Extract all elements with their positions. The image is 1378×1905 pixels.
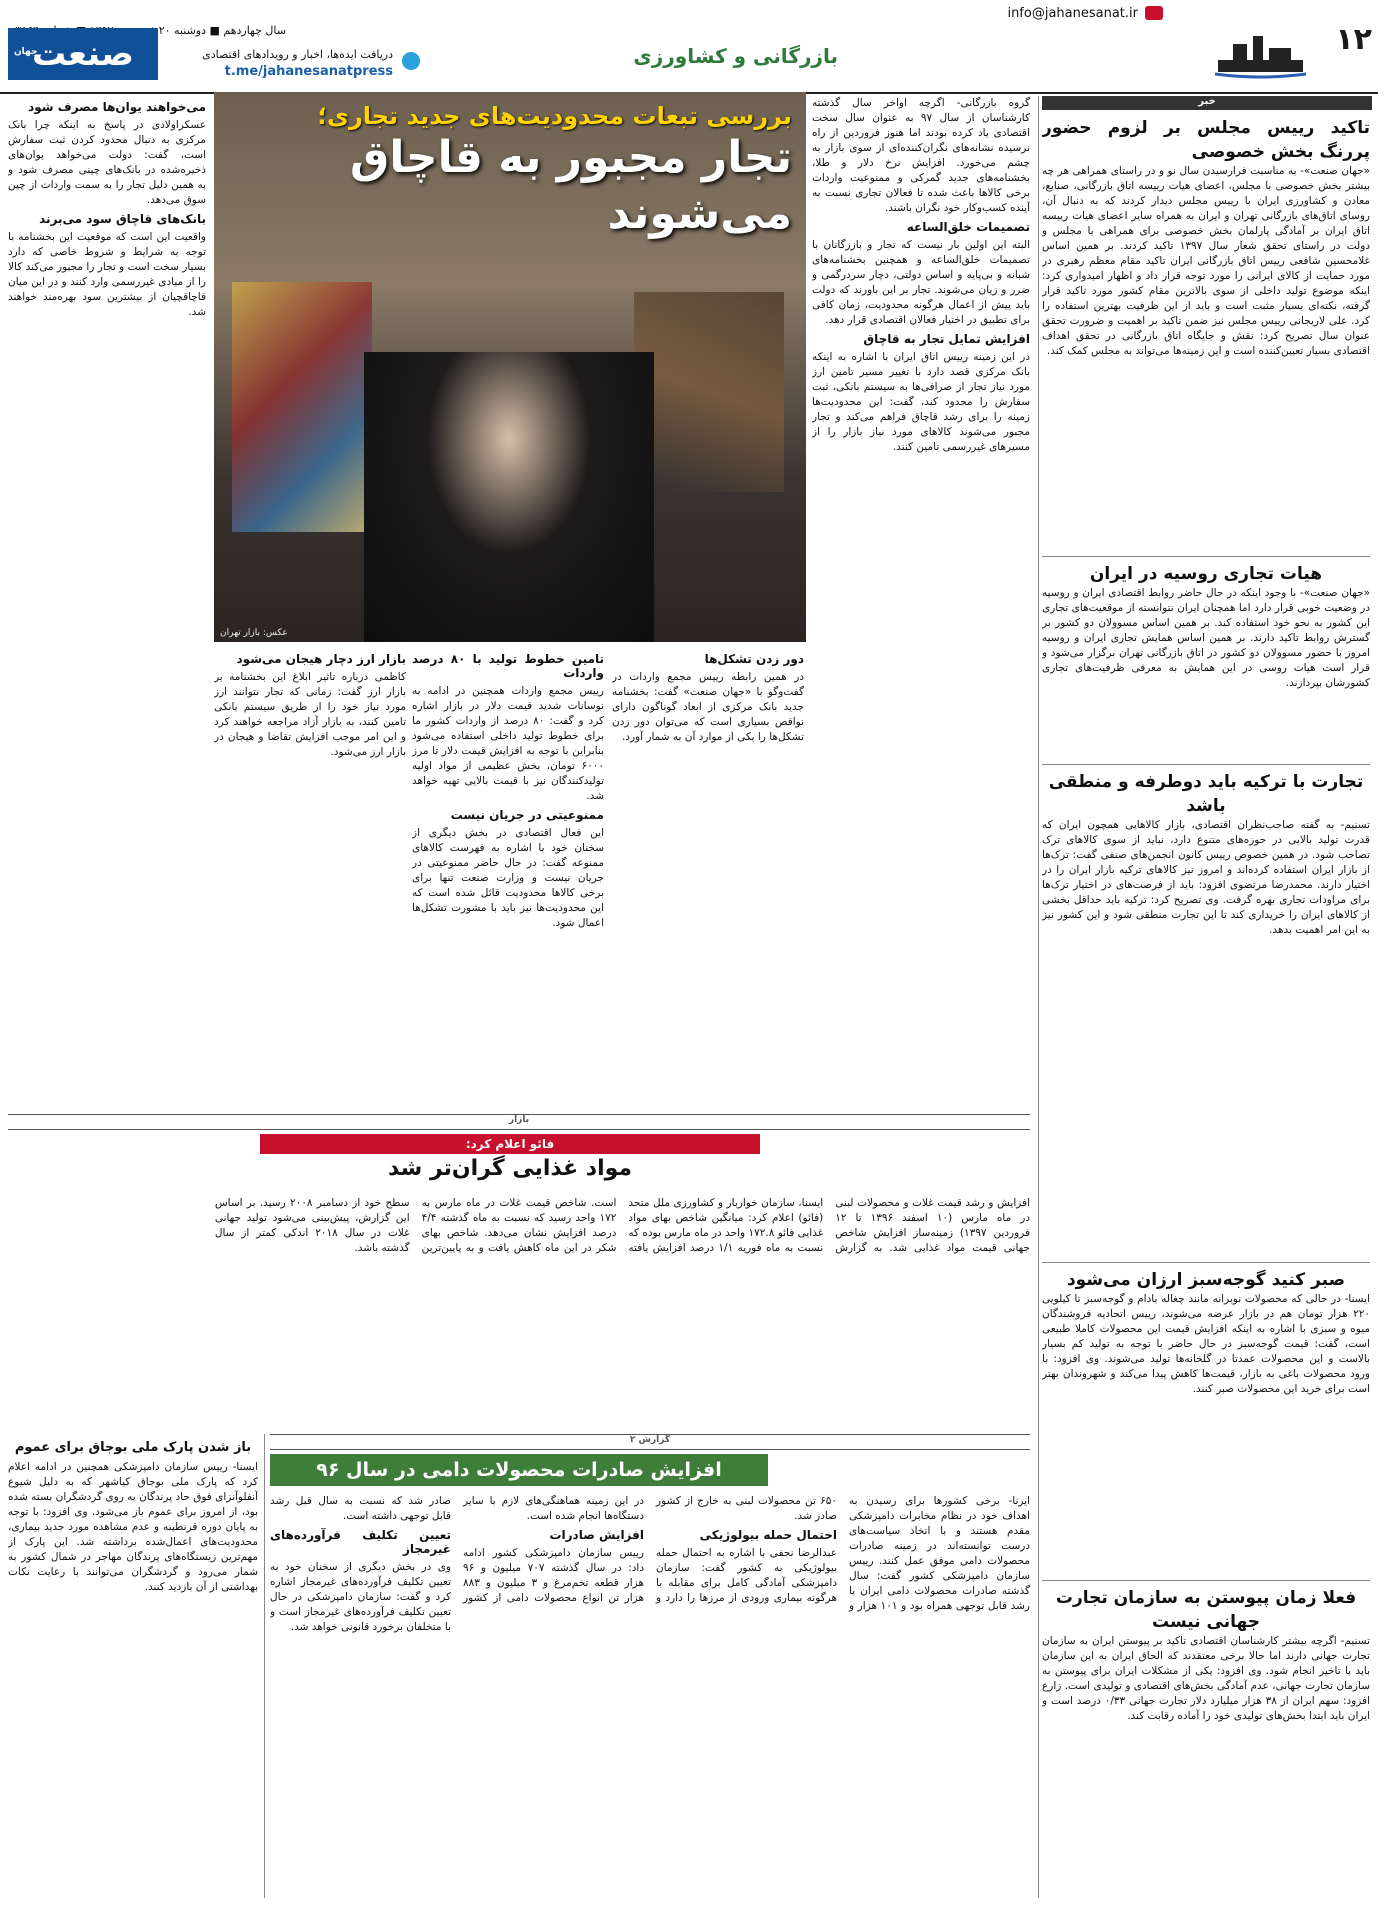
news-4-title: صبر کنید گوجه‌سبز ارزان می‌شود	[1066, 1270, 1346, 1290]
newspaper-logo	[8, 28, 158, 80]
exports-title: افزایش صادرات محصولات دامی در سال ۹۶	[270, 1454, 768, 1486]
news-1-body: «جهان صنعت»- به مناسبت فرارسیدن سال نو و در راستای همراهی هر چه بیشتر بخش خصوصی با مجلس، اعضای هیات رییسه اتاق بازرگانی، صنایع، معادن و کشاورزی ایران با رییس مجلس دیدار کردند که به دنبال آن، روسای اتاق‌های بازرگانی تهران و ایران به همراه سایر اعضای هیات رییسه اتاق ایران بر آمادگی پارلمان بخش خصوصی برای همراهی با مجلس و دولت در راستای تحقق شعار سال ۱۳۹۷ تاکید کردند. بر همین اساس غلامحسین شافعی رییس اتاق بازرگانی ایران تاکید مقام معظم رهبری در مورد حمایت از کالای ایرانی را مورد توجه قرار داد و اظهار امیدواری کرد: اینکه موضوع تولید داخلی از سوی بالاترین مقام کشور مورد تاکید قرار گرفته، نکته‌ای بسیار مثبت است و باید از این ظرفیت بهترین استفاده را کرد. علی لاریجانی رییس مجلس نیز ضمن تاکید بر اهمیت و ضرورت تحقق عنوان سال تصریح کرد: نقش و جایگاه اتاق بازرگانی در تحقق اهداف اقتصادی بسیار تعیین‌کننده است و این زمینه‌ها می‌تواند به مجلس کمک کند.	[1042, 165, 1370, 357]
main-sub-2: افزایش تمایل تجار به قاچاق	[863, 332, 1030, 346]
main-body-3: در همین رابطه رییس مجمع واردات در گفت‌وگو با «جهان صنعت» گفت: بخشنامه جدید بانک مرکزی از ابعاد گوناگون دارای نواقص بسیاری است که می‌توان دور زدن تشکل‌ها را یکی از موارد آن به شمار آورد.	[612, 671, 804, 743]
main-body-7: عسکراولادی در پاسخ به اینکه چرا بانک مرکزی به دنبال محدود کردن ثبت سفارش است، گفت: دولت می‌خواهد یوان‌های ذخیره‌شده در بانک‌های چینی مصرف شود و به همین دلیل تجار را به سمت واردات از چین سوق می‌دهد.	[8, 119, 206, 206]
park-title: باز شدن پارک ملی بوجاق برای عموم	[14, 1440, 252, 1455]
main-intro: گروه بازرگانی- اگرچه اواخر سال گذشته کارشناسان از سال ۹۷ به عنوان سال سخت اقتصادی یاد کرده بودند اما هنوز فروردین از راه نرسیده نشانه‌های نگران‌کننده‌ای از سوی بازار به چشم می‌خورد. افزایش نرخ دلار و طلا، بخشنامه‌های جدید گمرکی و ممنوعیت واردات برخی کالاها باعث شده تا فعالان تجاری نسبت به آینده کسب‌وکار خود نگران باشند.	[812, 97, 1030, 214]
divider	[1042, 1580, 1370, 1581]
main-body-5: این فعال اقتصادی در بخش دیگری از سخنان خود با اشاره به فهرست کالاهای ممنوعه گفت: در حال حاضر ممنوعیتی در جریان نیست و وزارت صنعت تنها برای برخی کالاها محدودیت قائل شده است که این محدودیت‌ها نیز باید با مشورت تشکل‌ها اعمال شود.	[412, 827, 604, 929]
ship-icon	[1213, 30, 1308, 80]
divider	[1042, 764, 1370, 765]
main-sub-1: تصمیمات خلق‌الساعه	[906, 220, 1030, 234]
news-item-3	[1042, 770, 1370, 1260]
section-strip: بازار	[8, 1114, 1030, 1130]
email-link[interactable]: info@jahanesanat.ir	[1007, 6, 1138, 21]
mail-icon	[1145, 6, 1163, 20]
column-divider	[264, 1434, 265, 1898]
food-body	[8, 1196, 1030, 1426]
main-story-col-2	[612, 648, 804, 1106]
telegram-icon	[402, 52, 420, 70]
main-body-6: کاظمی درباره تاثیر ابلاغ این بخشنامه بر بازار ارز گفت: زمانی که تجار نتوانند ارز مورد نیاز خود را از طریق سیستم بانکی تامین کنند، به بازار آزاد مراجعه خواهند کرد و این امر موجب افزایش تقاضا و هیجان در بازار ارز می‌شود.	[214, 671, 406, 758]
bazaar-photo	[214, 92, 806, 642]
news-3-title: تجارت با ترکیه باید دوطرفه و منطقی باشد	[1048, 772, 1364, 816]
main-sub-3: دور زدن تشکل‌ها	[704, 652, 804, 666]
food-body-text: افزایش و رشد قیمت غلات و محصولات لبنی در ماه مارس (۱۰ اسفند ۱۳۹۶ تا ۱۲ فروردین ۱۳۹۷) زمینه‌ساز افزایش شاخص جهانی قیمت مواد غذایی شد. به گزارش ایسنا، سازمان خواربار و کشاورزی ملل متحد (فائو) اعلام کرد: میانگین شاخص بهای مواد غذایی فائو ۱۷۲.۸ واحد در ماه مارس بوده که نسبت به ماه فوریه ۱/۱ درصد افزایش یافته است. شاخص قیمت غلات در ماه مارس به ۱۷۲ واحد رسید که نسبت به ماه گذشته ۴/۴ درصد افزایش نشان می‌دهد. شاخص بهای شکر در این ماه کاهش یافت و به پایین‌ترین سطح خود از دسامبر ۲۰۰۸ رسید. بر اساس این گزارش، پیش‌بینی می‌شود تولید جهانی غلات در سال ۲۰۱۸ اندکی کمتر از سال گذشته باشد.	[214, 1197, 1030, 1254]
main-body-4: رییس مجمع واردات همچنین در ادامه به نوسانات شدید قیمت دلار در بازار اشاره کرد و گفت: ۸۰ درصد از واردات کشور ما برای خطوط تولید داخلی استفاده می‌شود بنابراین با توجه به افزایش قیمت دلار تا مرز ۶۰۰۰ تومان، بخش عظیمی از مواد اولیه تولیدکنندگان نیز با قیمت بالایی تهیه خواهد شد.	[412, 685, 604, 802]
main-story-col-3	[412, 648, 604, 1106]
news-1-title: تاکید رییس مجلس بر لزوم حضور پررنگ بخش خصوصی	[1042, 118, 1370, 162]
column-divider	[1038, 96, 1039, 1898]
exports-sub-1: احتمال حمله بیولوژیکی	[699, 1528, 837, 1542]
main-story-col-5	[8, 96, 206, 1106]
exports-body	[270, 1494, 1030, 1898]
main-story-col-4	[214, 648, 406, 1106]
issue-meta: سال چهاردهم ■ دوشنبه ۲۰	[158, 24, 286, 37]
main-sub-8: بانک‌های قاچاق سود می‌برند	[39, 212, 206, 226]
page-number: ۱۲	[1335, 22, 1372, 57]
park-news	[8, 1436, 258, 1898]
exports-body-text: ایرنا- برخی کشورها برای رسیدن به اهداف خود در نظام مخابرات دامپزشکی مقدم هستند و با اتخاذ سیاست‌های درست توانسته‌اند در زمینه صادرات محصولات دامی موفق عمل کنند. رییس سازمان دامپزشکی کشور گفت: سال گذشته صادرات محصولات دامی ایران با رشد قابل توجهی همراه بود و ۱۰۱ هزار و ۶۵۰ تن محصولات لبنی به خارج از کشور صادر شد.	[656, 1495, 1030, 1612]
news-item-1	[1042, 116, 1370, 556]
main-headline	[214, 102, 792, 242]
news-2-body: «جهان صنعت»- با وجود اینکه در حال حاضر روابط اقتصادی ایران و روسیه در وضعیت خوبی قرار دارد اما همچنان ایران نتوانسته از موقعیت‌های تجاری این کشور به نحو خود استفاده کند. بر همین اساس مسوولان دو کشور بر گسترش روابط تاکید دارند. بر همین اساس همایش تجاری ایران و روسیه امروز با حضور مسوولان دو کشور در اتاق بازرگانی تهران برگزار می‌شود و قرار است هیات روسی در این همایش به معرفی ظرفیت‌های تجاری کشورشان بپردازند.	[1042, 587, 1370, 689]
food-title: مواد غذایی گران‌تر شد	[387, 1156, 633, 1181]
news-item-2	[1042, 562, 1370, 762]
brief-label: خبر	[1042, 96, 1372, 110]
main-title: تجار مجبور به قاچاق می‌شوند	[350, 132, 792, 239]
news-4-body: ایسنا- در حالی که محصولات نوبرانه مانند چغاله بادام و گوجه‌سبز تا کیلویی ۲۲۰ هزار تومان هم در بازار عرضه می‌شوند، رییس اتحادیه فروشندگان میوه و سبزی با اشاره به اینکه افزایش قیمت این محصولات کاملا طبیعی است، گفت: قیمت گوجه‌سبز در حال حاضر با توجه به تولید کم بسیار بالاست و این محصولات عمدتا در گلخانه‌ها تولید می‌شوند. وی افزود: با ورود محصولات باغی به بازار، قیمت‌ها کاهش پیدا می‌کند و شهروندان بهتر است برای خرید این محصولات صبر کنند.	[1042, 1293, 1370, 1395]
news-5-title: فعلا زمان پیوستن به سازمان تجارت جهانی نیست	[1055, 1588, 1357, 1632]
park-body: ایسنا- رییس سازمان دامپزشکی همچنین در ادامه اعلام کرد که پارک ملی بوجاق کیاشهر که به دلیل شیوع آنفلوآنزای فوق حاد پرندگان به روی گردشگران بسته شده بود، از امروز برای عموم باز می‌شود. وی افزود: با توجه به پایان دوره قرنطینه و عدم مشاهده مورد جدید بیماری، محدودیت‌های اعمال‌شده برداشته شد. این پارک از مهم‌ترین زیستگاه‌های پرندگان مهاجر در شمال کشور به شمار می‌رود و گردشگران می‌توانند با رعایت نکات بهداشتی از آن بازدید کنند.	[8, 1461, 258, 1593]
divider	[1042, 1262, 1370, 1263]
main-body-1: البته این اولین بار نیست که تجار و بازرگانان با تصمیمات خلق‌الساعه و همچنین بخشنامه‌های شبانه و بی‌پایه و اساس دولتی، دچار سردرگمی و ضرر و زیان می‌شوند. تجار بر این باورند که دولت باید پیش از اعمال هرگونه محدودیت، زمان کافی برای تطبیق در اختیار فعالان اقتصادی قرار دهد.	[812, 239, 1030, 326]
main-sub-5: ممنوعیتی در جریان نیست	[450, 808, 604, 822]
exports-body-1: عبدالرضا نجفی با اشاره به احتمال حمله بیولوژیکی به کشور گفت: سازمان دامپزشکی آمادگی کامل برای مقابله با هرگونه بیماری ورودی از مرزها را دارد و در این زمینه هماهنگی‌های لازم با سایر دستگاه‌ها انجام شده است.	[463, 1495, 837, 1604]
news-2-title: هیات تجاری روسیه در ایران	[1089, 564, 1323, 584]
main-sub-4: تامین خطوط تولید با ۸۰ درصد واردات	[412, 652, 604, 680]
telegram-link[interactable]: t.me/jahanesanatpress	[224, 64, 393, 79]
section-title: بازرگانی و کشاورزی	[633, 44, 838, 68]
exports-sub-3: تعیین تکلیف فرآورده‌های غیرمجاز	[270, 1528, 451, 1556]
main-body-8: واقعیت این است که موقعیت این بخشنامه با توجه به شرایط و شروط خاصی که دارد بسیار سخت است و تجار را مجبور می‌کند کالا را از مبادی غیررسمی وارد کنند و در این میان قاچاقچیان از بیشترین سود بهره‌مند خواهند شد.	[8, 231, 206, 318]
exports-sub-2: افزایش صادرات	[549, 1528, 644, 1542]
main-story-col-1	[812, 96, 1030, 1106]
news-item-4	[1042, 1268, 1370, 1578]
food-kicker: فائو اعلام کرد:	[260, 1134, 760, 1154]
news-5-body: تسنیم- اگرچه بیشتر کارشناسان اقتصادی تاکید بر پیوستن ایران به سازمان تجارت جهانی دارند اما حالا برخی معتقدند که الحاق ایران به این سازمان باید با تاخیر انجام شود. وی افزود: یکی از مشکلات ایران برای پیوستن به سازمان تجارت جهانی، عدم آمادگی بخش‌های اقتصادی و تولیدی است. زارع افزود: سهم ایران از ۳۸ هزار میلیارد دلار تجارت جهانی ۰/۳۳ درصد است و ایران باید ابتدا بخش‌های تولیدی خود را آماده رقابت کند.	[1042, 1635, 1370, 1722]
report-label: گزارش ۲	[270, 1434, 1030, 1450]
logo-small-text: جهان	[14, 47, 38, 57]
news-3-body: تسنیم- به گفته صاحب‌نظران اقتصادی، بازار کالاهایی همچون ایران که قدرت تولید بالایی در حوزه‌های متنوع دارد، نباید از سوی کالاهای ترک تصاحب شود. در همین خصوص رییس کانون انجمن‌های صنفی گفت: ترک‌ها از بازار ایران استفاده کرده‌اند و امروز نیز کالاهای ترکیه بازار ایران را در اختیار دارند. محمدرضا مرتضوی افزود: باید از فرصت‌های در اختیار ترک‌ها برای مراودات تجاری بهره گرفت. وی تصریح کرد: ترکیه باید حداقل بخشی از کالاهای ایران را خریداری کند تا این تجارت منطقی شود و این کشور نیز به این امر اهمیت بدهد.	[1042, 819, 1370, 936]
divider	[1042, 556, 1370, 557]
main-body-2: در این زمینه رییس اتاق ایران با اشاره به اینکه بانک مرکزی قصد دارد با تغییر مسیر تامین ارز مورد نیاز تجار از صرافی‌ها به سیستم بانکی، ثبت سفارش را محدود کند، گفت: این محدودیت‌ها زمینه را برای رشد قاچاق فراهم می‌کند و تجار مجبور می‌شوند کالاهای مورد نیاز بازار را از مسیرهای غیررسمی تامین کنند.	[812, 351, 1030, 453]
telegram-caption: دریافت ایده‌ها، اخبار و رویدادهای اقتصادی	[202, 48, 393, 61]
news-item-5	[1042, 1586, 1370, 1898]
logo-text: صنعت	[32, 34, 134, 74]
exports-body-3: وی در بخش دیگری از سخنان خود به تعیین تکلیف فرآورده‌های غیرمجاز اشاره کرد و گفت: سازمان دامپزشکی در حال تعیین تکلیف فرآورده‌های غیرمجاز است و با متخلفان برخورد قانونی خواهد شد.	[270, 1561, 451, 1633]
main-sub-6: بازار ارز دچار هیجان می‌شود	[236, 652, 406, 666]
photo-caption: عکس: بازار تهران	[220, 628, 288, 638]
main-kicker: بررسی تبعات محدودیت‌های جدید تجاری؛	[317, 102, 792, 130]
exports-body-2: رییس سازمان دامپزشکی کشور ادامه داد: در سال گذشته ۷۰۷ میلیون و ۹۶ هزار قطعه تخم‌مرغ و ۳ میلیون و ۸۸۳ هزار تن انواع محصولات دامی از کشور صادر شد که نسبت به سال قبل رشد قابل توجهی داشته است.	[270, 1495, 645, 1604]
main-sub-7: می‌خواهند یوان‌ها مصرف شود	[28, 100, 206, 114]
